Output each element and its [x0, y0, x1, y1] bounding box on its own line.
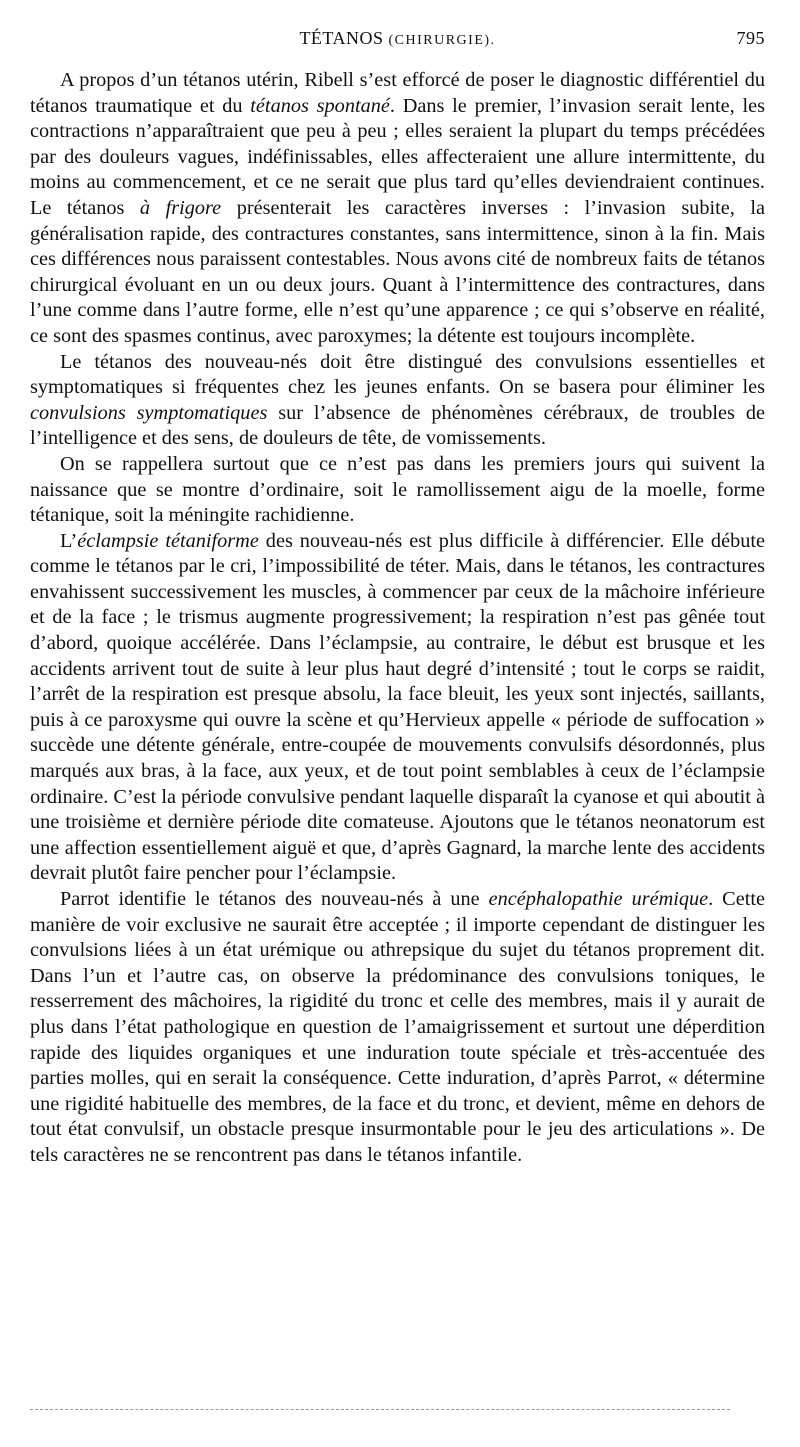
bottom-rule [30, 1409, 730, 1410]
paragraph [30, 350, 765, 452]
text-run: Parrot identifie le tétanos des nouveau-nés à une [60, 888, 489, 910]
running-title-main: TÉTANOS [299, 28, 384, 48]
italic-phrase: encéphalopathie urémique [488, 888, 709, 910]
text-run: L’ [60, 529, 78, 552]
running-title [30, 28, 765, 49]
italic-phrase: tétanos spontané [250, 94, 390, 117]
paragraph [30, 452, 765, 529]
paragraph [30, 529, 765, 887]
body-text [30, 68, 765, 1169]
text-run: . Cette manière de voir exclusive ne saurait être acceptée ; il importe cependant de distinguer les convulsions liées à un état urémique ou athrepsique du sujet du tétanos proprement dit. Dans l’un et l’autre cas, on observe la prédominance des convulsions toniques, le resserrement des mâchoires, la rigidité du tronc et celle des membres, mais il y aurait de plus dans l’état pathologique en question de l’amaigrissement et surtout une déperdition rapide des liquides organiques et une induration toute spéciale et très-accentuée des parties molles, qui en serait la conséquence. Cette induration, d’après Parrot, « détermine une rigidité habituelle des membres, de la face et du tronc, et devient, même en dehors de tout état convulsif, un obstacle presque insurmontable pour le jeu des articulations ». De tels caractères ne se rencontrent pas dans le tétanos infantile. [30, 888, 765, 1166]
paragraph [30, 887, 765, 1169]
text-run: des nouveau-nés est plus difficile à différencier. Elle débute comme le tétanos par le cri, l’impossibilité de téter. Mais, dans le tétanos, les contractures envahissent successivement les muscles, à commencer par ceux de la mâchoire inférieure et de la face ; le trismus augmente progressivement; la respiration n’est pas gênée tout d’abord, quoique accélérée. Dans l’éclampsie, au contraire, le début est brusque et les accidents arrivent tout de suite à leur plus haut degré d’intensité ; tout le corps se raidit, l’arrêt de la respiration est presque absolu, la face bleuit, les yeux sont injectés, saillants, puis à ce paroxysme qui ouvre la scène et qu’Hervieux appelle « période de suffocation » succède une détente générale, entre-coupée de mouvements convulsifs désordonnés, plus marqués aux bras, à la face, aux yeux, et de tout point semblables à ceux de l’éclampsie ordinaire. C’est la période convulsive pendant laquelle disparaît la cyanose et qui aboutit à une troisième et dernière période dite comateuse. Ajoutons que le tétanos neonatorum est une affection essentiellement aiguë et que, d’après Gagnard, la marche lente des accidents devrait plutôt faire pencher pour l’éclampsie. [30, 529, 765, 885]
text-run: A propos d’un tétanos utérin, Ribell s’est efforcé de poser le diagnostic différentiel du tétanos traumatique et du [30, 69, 765, 117]
italic-phrase: convulsions symptomatiques [30, 401, 268, 424]
paragraph [30, 68, 765, 350]
text-run: On se rappellera surtout que ce n’est pas dans les premiers jours qui suivent la naissance que se montre d’ordinaire, soit le ramollissement aigu de la moelle, forme tétanique, soit la méningite rachidienne. [30, 452, 765, 527]
running-title-section: (CHIRURGIE). [388, 33, 496, 48]
italic-phrase: à frigore [139, 196, 222, 219]
running-header [30, 28, 765, 58]
text-run: . Dans le premier, l’invasion serait lente, les contractions n’apparaîtraient que peu à peu ; elles seraient la plupart du temps précédées par des douleurs vagues, indéfinissables, elles affecteraient une allure intermittente, du moins au commencement, et ce ne serait que plus tard qu’elles deviendraient continues. Le tétanos [30, 94, 766, 219]
text-run: présenterait les caractères inverses : l’invasion subite, la généralisation rapide, des contractures constantes, sans intermittence, sinon à la fin. Mais ces différences nous paraissent contestables. Nous avons cité de nombreux faits de tétanos chirurgical évoluant en un ou deux jours. Quant à l’intermittence des contractures, dans l’une comme dans l’autre forme, elle n’est qu’une apparence ; ce qui s’observe en réalité, ce sont des spasmes continus, avec paroxymes; la détente est toujours incomplète. [30, 196, 766, 347]
italic-phrase: éclampsie tétaniforme [77, 529, 259, 552]
document-page [30, 28, 765, 1169]
text-run: sur l’absence de phénomènes cérébraux, de troubles de l’intelligence et des sens, de douleurs de tête, de vomissements. [30, 401, 765, 450]
page-number: 795 [736, 28, 765, 48]
text-run: Le tétanos des nouveau-nés doit être distingué des convulsions essentielles et symptomatiques si fréquentes chez les jeunes enfants. On se basera pour éliminer les [30, 350, 765, 399]
